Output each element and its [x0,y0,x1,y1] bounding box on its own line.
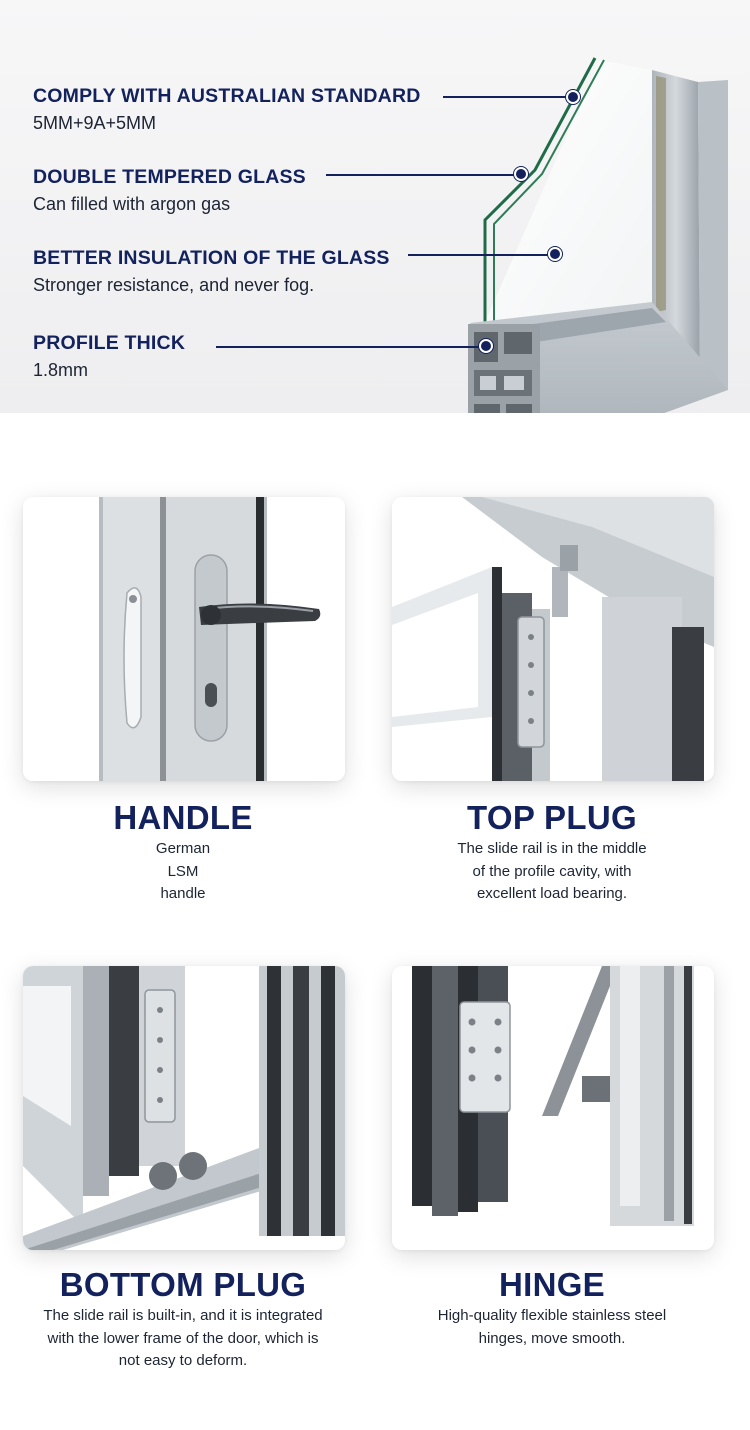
feature-line: excellent load bearing. [476,885,628,902]
bottom-plug-photo [23,966,345,1250]
hinge-caption [372,1266,732,1349]
profile-spec-section [0,0,750,413]
spec-title: PROFILE THICK [33,332,186,354]
hinge-photo [392,966,714,1250]
feature-line: The slide rail is built-in, and it is integrated [43,1307,323,1324]
hinge-photo-card [392,966,714,1250]
feature-line: not easy to deform. [118,1352,248,1369]
feature-line: LSM [167,862,199,880]
feature-line: handle [160,885,206,902]
spec-glass-insulation [33,246,453,298]
spec-title: BETTER INSULATION OF THE GLASS [33,247,390,269]
feature-title: HINGE [498,1266,605,1303]
marker-dot [479,339,493,353]
leader-line [216,346,480,348]
marker-dot [566,90,580,104]
feature-title: HANDLE [113,799,253,836]
top-plug-photo-card [392,497,714,781]
spec-title: DOUBLE TEMPERED GLASS [33,166,306,188]
feature-line: High-quality flexible stainless steel [437,1307,667,1324]
bottom-plug-photo-card [23,966,345,1250]
handle-caption [3,799,363,905]
handle-photo-card [23,497,345,781]
spec-subtitle: Stronger resistance, and never fog. [33,275,315,295]
spec-australian-standard [33,84,453,136]
spec-subtitle: 5MM+9A+5MM [33,113,157,133]
feature-line: with the lower frame of the door, which is [47,1329,319,1347]
marker-dot [514,167,528,181]
leader-line [326,174,518,176]
marker-dot [548,247,562,261]
leader-line [408,254,553,256]
feature-title: BOTTOM PLUG [59,1266,307,1303]
spec-profile-thick [33,331,453,383]
spec-double-tempered-glass [33,165,453,217]
feature-title: TOP PLUG [467,799,637,836]
bottom-plug-caption [3,1266,363,1372]
handle-photo [23,497,345,781]
spec-subtitle: 1.8mm [33,360,89,380]
top-plug-caption [372,799,732,905]
feature-line: hinges, move smooth. [478,1329,626,1347]
spec-subtitle: Can filled with argon gas [33,194,231,214]
top-plug-photo [392,497,714,781]
spec-title: COMPLY WITH AUSTRALIAN STANDARD [33,85,421,107]
feature-line: of the profile cavity, with [472,862,632,880]
leader-line [443,96,571,98]
feature-line: German [155,840,211,857]
feature-line: The slide rail is in the middle [457,840,647,857]
